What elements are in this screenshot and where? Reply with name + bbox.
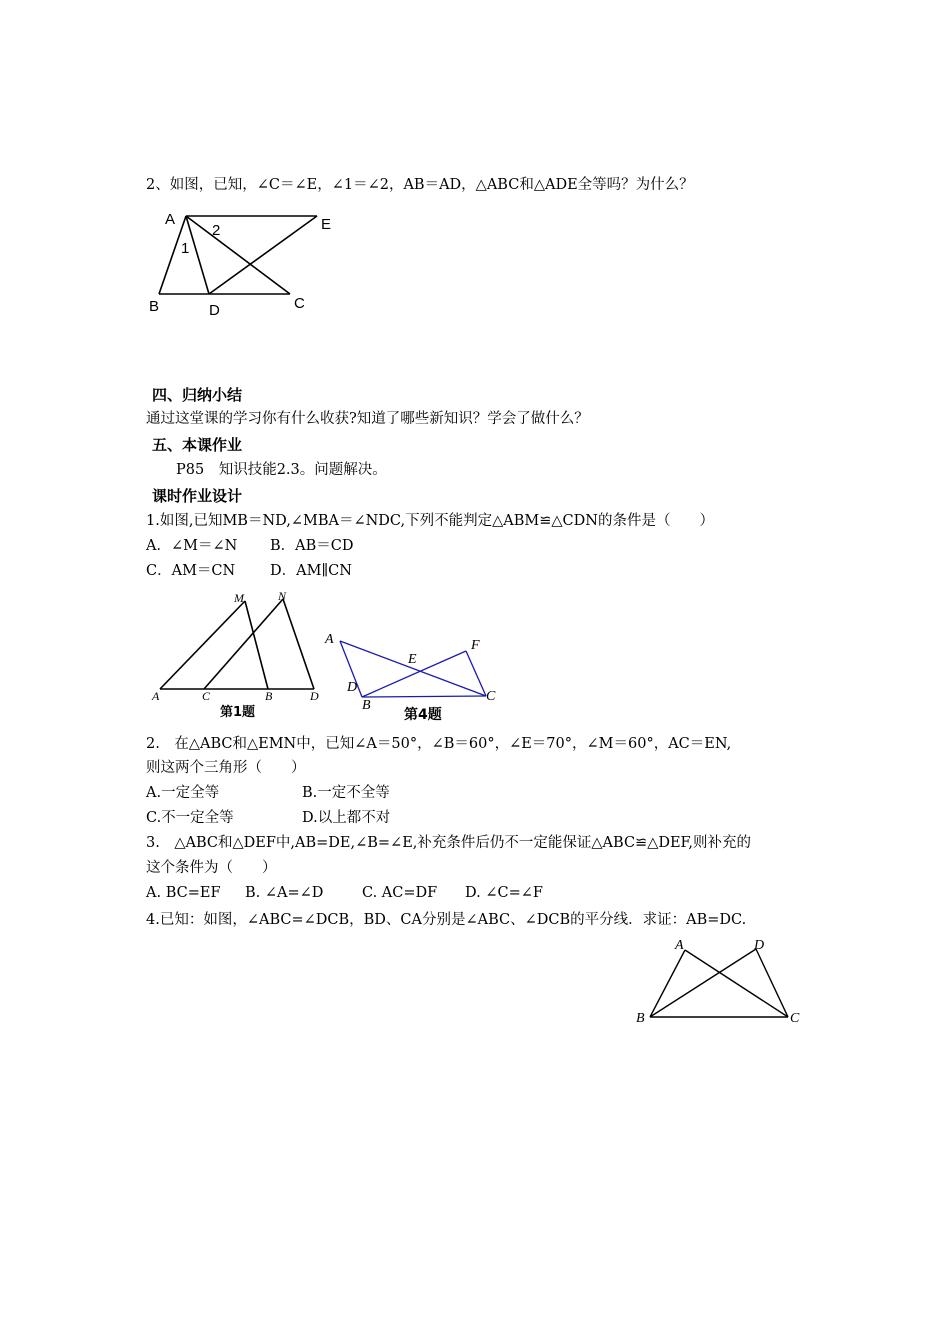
figure-question-4 [322, 625, 502, 725]
fig1-label-1: 1 [181, 240, 190, 257]
fig1-label-d: D [209, 302, 220, 319]
fig2-label-d: D [310, 689, 319, 703]
question-2-intro: 2、如图，已知，∠C＝∠E，∠1＝∠2，AB＝AD，△ABC和△ADE全等吗？为什么？ [146, 177, 694, 193]
q1-option-a: A．∠M＝∠N [146, 538, 238, 554]
fig3-label-f: F [471, 638, 480, 653]
fig2-label-a: A [152, 689, 160, 703]
fig2-label-c: C [202, 689, 211, 703]
fig1-label-b: B [149, 298, 160, 315]
hw-q3-option-a: A. BC=EF [146, 885, 221, 901]
fig1-label-2: 2 [212, 222, 221, 239]
figure-abcd-bisectors [630, 932, 820, 1032]
hw-q2-option-a: A.一定全等 [146, 785, 220, 801]
figure-question-1 [148, 590, 328, 720]
fig3-label-b: B [362, 698, 371, 713]
fig3-label-d: D [347, 680, 358, 695]
q1-option-c: C．AM＝CN [146, 563, 236, 579]
fig3-label-a: A [325, 632, 334, 647]
fig2-label-b: B [265, 689, 273, 703]
hw-q3-option-c: C. AC=DF [362, 885, 438, 901]
fig1-label-e: E [321, 216, 332, 233]
section-5-title: 五、本课作业 [152, 436, 243, 454]
section-4-title: 四、归纳小结 [152, 386, 243, 404]
hw-q2-option-c: C.不一定全等 [146, 810, 234, 826]
hw-q3-option-b: B. ∠A=∠D [245, 885, 324, 901]
hw-q4-stem: 4.已知：如图，∠ABC=∠DCB，BD、CA分别是∠ABC、∠DCB的平分线．求证：AB=DC. [146, 912, 747, 928]
fig1-label-a: A [165, 211, 176, 228]
q1-stem: 1.如图,已知MB＝ND,∠MBA＝∠NDC,下列不能判定△ABM≌△CDN的条件是（ ） [146, 513, 714, 529]
hw-q3-stem: 3. △ABC和△DEF中,AB=DE,∠B=∠E,补充条件后仍不一定能保证△ABC≌△DEF,则补充的 [146, 835, 751, 851]
fig3-caption: 第4题 [404, 707, 442, 723]
fig4-label-c: C [790, 1011, 800, 1026]
hw-q2-stem: 2. 在△ABC和△EMN中，已知∠A＝50°，∠B＝60°，∠E＝70°，∠M＝60°，AC＝EN, [146, 736, 732, 752]
q1-option-b: B．AB＝CD [270, 538, 354, 554]
fig2-label-m: M [234, 591, 244, 605]
fig4-label-a: A [675, 938, 684, 953]
q1-option-d: D．AM∥CN [270, 563, 352, 579]
hw-q2-stem-cont: 则这两个三角形（ ） [146, 760, 306, 776]
hw-q2-option-b: B.一定不全等 [302, 785, 390, 801]
section-4-text: 通过这堂课的学习你有什么收获?知道了哪些新知识？学会了做什么？ [146, 411, 589, 427]
fig4-label-b: B [636, 1011, 645, 1026]
hw-q2-option-d: D.以上都不对 [302, 810, 391, 826]
section-5-text: P85 知识技能2.3。问题解决。 [176, 462, 387, 478]
figure-triangles-abc-ade [145, 205, 345, 319]
fig3-label-c: C [486, 689, 496, 704]
fig1-label-c: C [294, 295, 305, 312]
fig2-label-n: N [278, 589, 287, 603]
fig3-label-e: E [408, 652, 417, 667]
fig4-label-d: D [754, 938, 765, 953]
hw-q3-option-d: D. ∠C=∠F [465, 885, 543, 901]
homework-title: 课时作业设计 [152, 487, 243, 505]
fig2-caption: 第1题 [220, 705, 256, 720]
hw-q3-stem-cont: 这个条件为（ ） [146, 860, 277, 876]
